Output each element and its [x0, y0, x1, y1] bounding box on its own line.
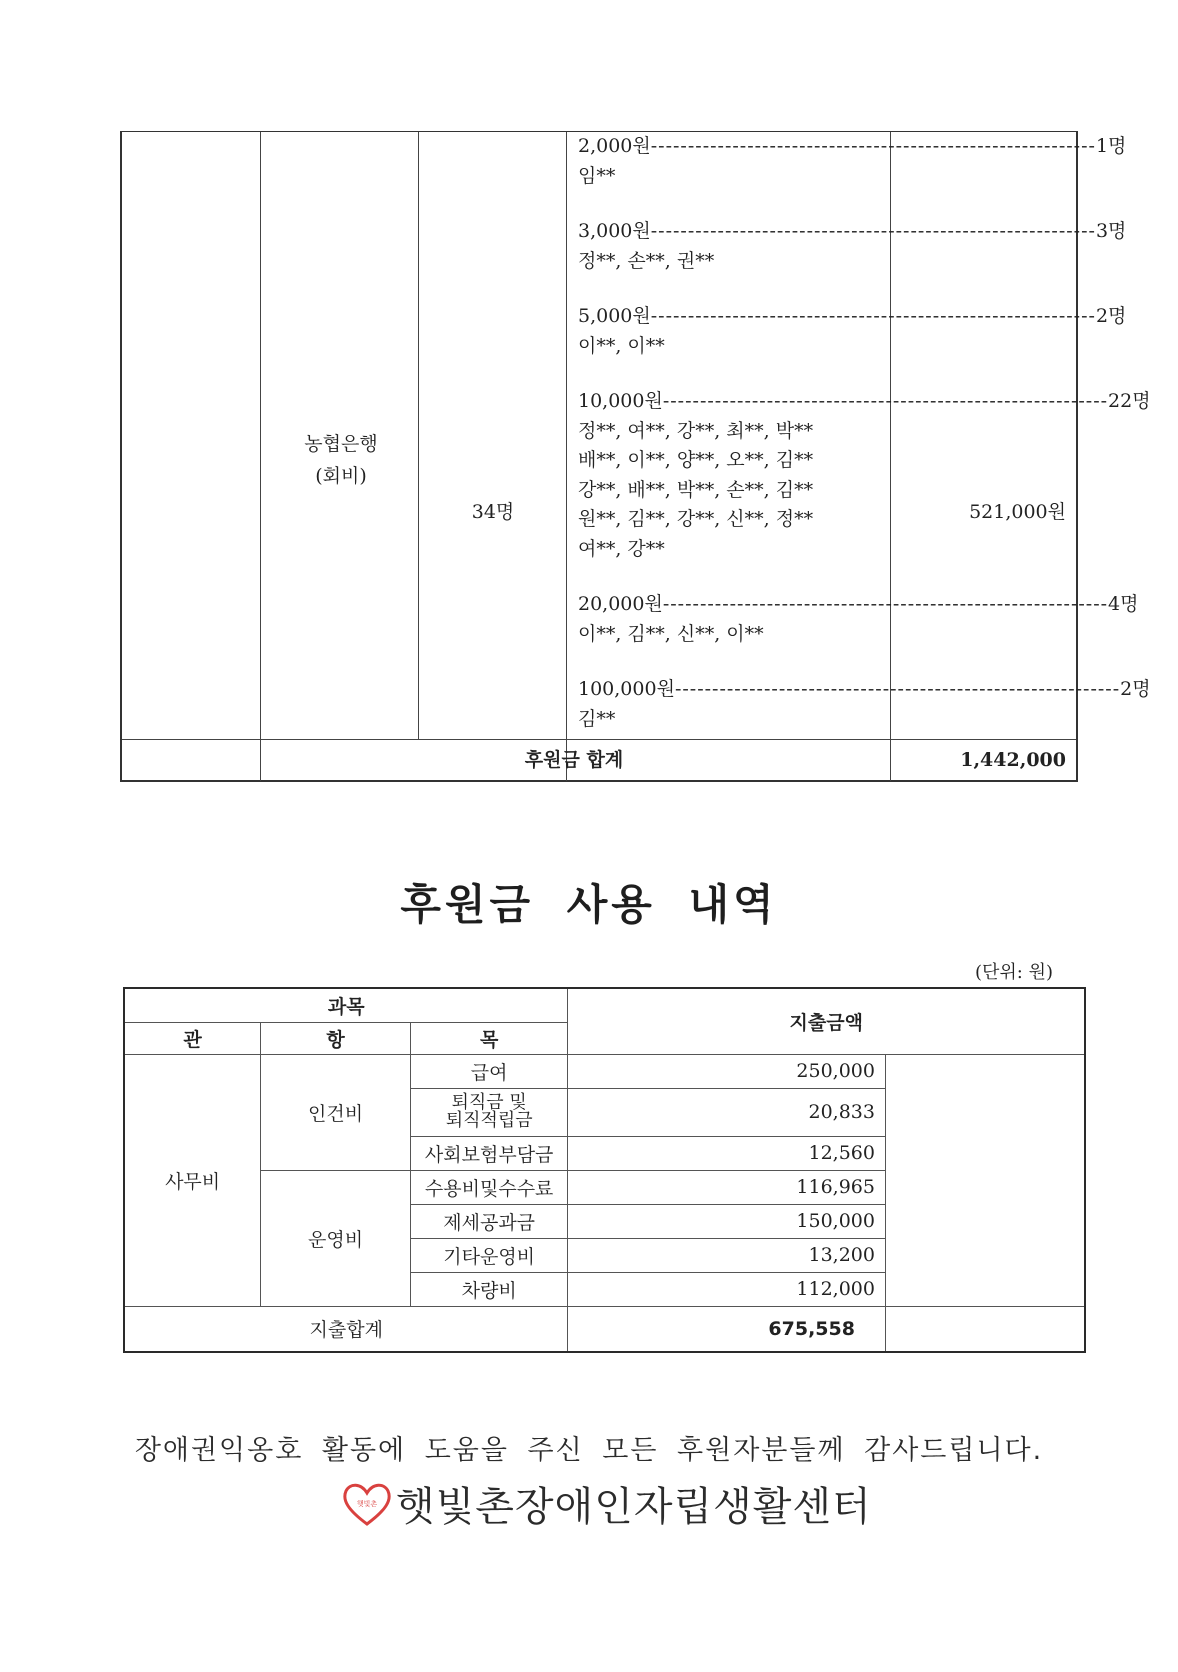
donation-group — [568, 302, 1127, 361]
bank-note: (회비) — [315, 465, 367, 487]
expense-row — [124, 1054, 1085, 1088]
mok-cell — [410, 1054, 568, 1088]
expense-total-value: 675,558 — [568, 1306, 885, 1352]
donation-amount: 3,000원 — [578, 220, 651, 242]
org-name: 햇빛촌장애인자립생활센터 — [396, 1484, 872, 1530]
header-gwan: 관 — [124, 1022, 261, 1054]
leader-dashes: ------------------------------------------------------------ — [674, 678, 1121, 700]
expense-table — [123, 987, 1086, 1353]
donation-group — [568, 590, 1139, 649]
donation-amount-row — [568, 387, 1151, 417]
empty-cell — [885, 1238, 1085, 1272]
mok-cell — [410, 1204, 568, 1238]
usage-title: 후원금 사용 내역 — [400, 880, 778, 929]
empty-cell — [885, 1088, 1085, 1136]
column-divider — [260, 132, 261, 781]
leader-dashes: ------------------------------------------------------------ — [662, 390, 1109, 412]
header-subject: 과목 — [124, 988, 568, 1022]
donation-amount: 20,000원 — [578, 593, 663, 615]
bank-name: 농협은행 — [304, 433, 378, 455]
mok-label: 급여 — [470, 1061, 508, 1084]
header-hang: 항 — [261, 1022, 411, 1054]
member-count: 34명 — [471, 501, 515, 523]
donor-count: 2명 — [1095, 305, 1127, 327]
donor-count: 1명 — [1095, 135, 1127, 157]
donation-table — [120, 131, 1151, 782]
leader-dashes: ------------------------------------------------------------ — [650, 305, 1096, 327]
empty-cell — [885, 1136, 1085, 1170]
hang-cell: 인건비 — [261, 1054, 411, 1170]
mok-label: 퇴직금 및 — [451, 1092, 527, 1113]
mok-cell — [410, 1272, 568, 1306]
heart-logo-icon — [340, 1480, 394, 1528]
empty-cell — [885, 1272, 1085, 1306]
empty-cell — [885, 1054, 1085, 1088]
empty-cell — [885, 1306, 1085, 1352]
expense-total-label: 지출합계 — [124, 1306, 568, 1352]
expense-amount: 13,200 — [568, 1238, 885, 1272]
donation-amount: 10,000원 — [578, 390, 663, 412]
donor-names: 원**, 김**, 강**, 신**, 정** — [578, 508, 814, 530]
expense-row — [124, 1170, 1085, 1204]
donor-names: 임** — [578, 164, 616, 187]
header-amount: 지출금액 — [568, 988, 1085, 1054]
donation-amount: 5,000원 — [578, 305, 651, 327]
expense-amount: 12,560 — [568, 1136, 885, 1170]
expense-amount: 112,000 — [568, 1272, 885, 1306]
mok-label: 차량비 — [461, 1279, 517, 1302]
leader-dashes: ------------------------------------------------------------ — [662, 593, 1109, 615]
donation-amount: 2,000원 — [578, 135, 651, 157]
thanks-message: 장애권익옹호 활동에 도움을 주신 모든 후원자분들께 감사드립니다. — [134, 1435, 1044, 1466]
leader-dashes: ------------------------------------------------------------ — [650, 135, 1096, 157]
empty-cell — [885, 1170, 1085, 1204]
donor-names: 김** — [578, 707, 616, 730]
donor-names: 배**, 이**, 양**, 오**, 김** — [578, 449, 814, 471]
mok-cell — [410, 1170, 568, 1204]
donor-count: 22명 — [1108, 390, 1151, 412]
bank-label — [262, 428, 420, 492]
mok-cell — [410, 1136, 568, 1170]
column-divider — [566, 132, 567, 781]
mok-label: 퇴직적립금 — [445, 1110, 533, 1131]
donor-names: 정**, 손**, 권** — [578, 249, 715, 272]
empty-cell — [885, 1204, 1085, 1238]
donation-group — [568, 132, 1127, 191]
donation-amount: 100,000원 — [578, 678, 675, 700]
donation-amount-row — [568, 675, 1151, 705]
donor-names: 이**, 김**, 신**, 이** — [578, 622, 764, 645]
donor-names: 여**, 강** — [578, 537, 665, 560]
gwan-cell: 사무비 — [124, 1054, 261, 1306]
donation-amount-row — [568, 302, 1127, 332]
donor-count: 2명 — [1120, 678, 1151, 700]
mok-cell — [410, 1088, 568, 1136]
expense-amount: 150,000 — [568, 1204, 885, 1238]
expense-amount: 116,965 — [568, 1170, 885, 1204]
donation-amount-row — [568, 217, 1127, 247]
expense-amount: 20,833 — [568, 1088, 885, 1136]
unit-label: (단위: 원) — [975, 962, 1053, 983]
donation-group — [568, 675, 1151, 734]
donor-names: 이**, 이** — [578, 334, 665, 357]
hang-cell: 운영비 — [261, 1170, 411, 1306]
logo-text: 햇빛촌 — [356, 1499, 378, 1508]
mok-label: 수용비및수수료 — [424, 1177, 554, 1200]
donation-amount-row — [568, 132, 1127, 162]
leader-dashes: ------------------------------------------------------------ — [650, 220, 1096, 242]
donation-group — [568, 217, 1127, 276]
mok-cell — [410, 1238, 568, 1272]
donor-names: 정**, 여**, 강**, 최**, 박** — [578, 419, 814, 442]
donor-count: 4명 — [1108, 593, 1139, 615]
donation-amount-row — [568, 590, 1139, 620]
org-signature — [340, 1475, 872, 1532]
subtotal-amount: 521,000원 — [969, 501, 1066, 523]
mok-label: 제세공과금 — [443, 1211, 536, 1234]
mok-label: 사회보험부담금 — [424, 1143, 554, 1166]
donation-total-value: 1,442,000 — [960, 749, 1066, 771]
expense-amount: 250,000 — [568, 1054, 885, 1088]
donor-count: 3명 — [1095, 220, 1127, 242]
mok-label: 기타운영비 — [443, 1245, 536, 1268]
header-mok: 목 — [410, 1022, 568, 1054]
donor-names: 강**, 배**, 박**, 손**, 김** — [578, 478, 814, 501]
donation-total-label: 후원금 합계 — [524, 749, 624, 771]
